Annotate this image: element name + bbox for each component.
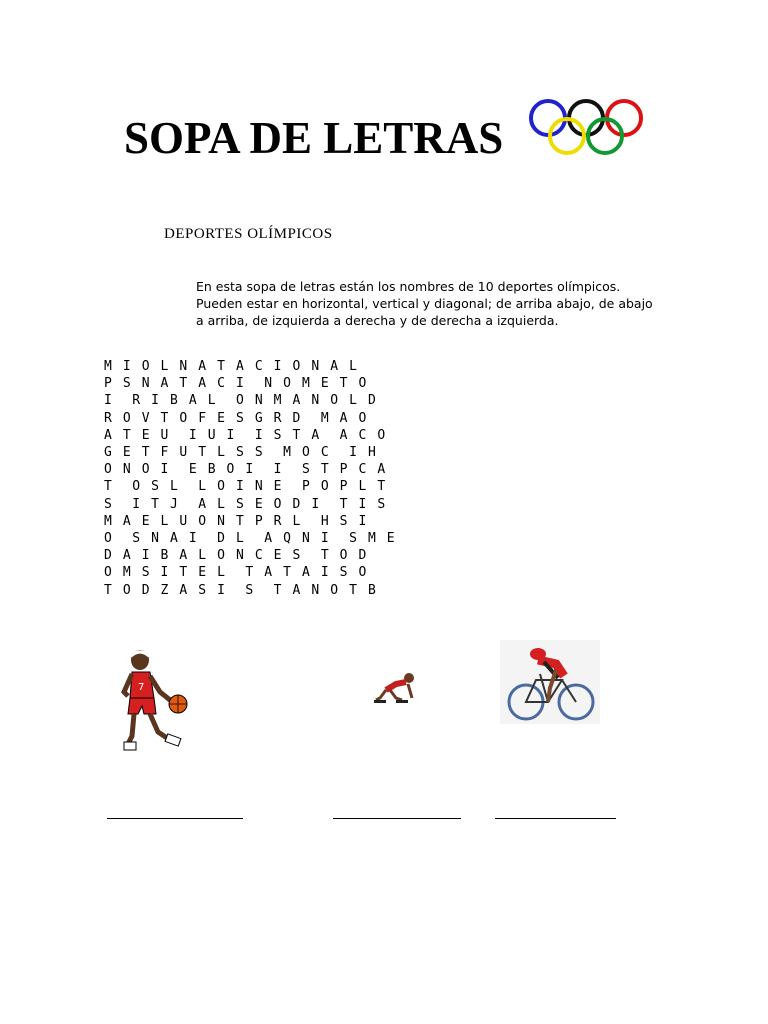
grid-row: D A I B A L O N C E S T O D [104,548,368,564]
grid-row: M I O L N A T A C I O N A L [104,359,359,374]
grid-row: I R I B A L O N M A N O L D [104,393,378,409]
grid-row: T O D Z A S I S T A N O T B [104,582,378,598]
instruction-line: En esta sopa de letras están los nombres de 10 deportes olímpicos. [196,279,621,294]
answer-line[interactable] [333,818,461,819]
grid-row: T O S L L O I N E P O P L T [104,479,387,495]
grid-row: G E T F U T L S S M O C I H [104,445,378,461]
grid-row: R O V T O F E S G R D M A O [104,410,368,426]
instruction-line: Pueden estar en horizontal, vertical y diagonal; de arriba abajo, de abajo [196,296,653,311]
grid-row: M A E L U O N T P R L H S I [104,513,368,529]
instructions [196,278,676,329]
svg-text:7: 7 [138,682,145,693]
answer-line[interactable] [495,818,616,819]
basketball-player-icon [118,648,194,756]
grid-row: O S N A I D L A Q N I S M E [104,531,397,547]
grid-row: P S N A T A C I N O M E T O [104,376,368,392]
sprinter-icon [372,668,422,706]
grid-row: S I T J A L S E O D I T I S [104,496,387,512]
subtitle: DEPORTES OLÍMPICOS [164,226,333,242]
olympic-rings-icon [526,96,646,160]
grid-row: O M S I T E L T A T A I S O [104,565,368,581]
grid-row: O N O I E B O I I S T P C A [104,462,387,478]
answer-line[interactable] [107,818,243,819]
page-title: SOPA DE LETRAS [124,113,504,163]
cyclist-icon [500,640,600,724]
word-search-grid [104,358,396,599]
instruction-line: a arriba, de izquierda a derecha y de derecha a izquierda. [196,313,559,328]
grid-row: A T E U I U I I S T A A C O [104,427,387,443]
